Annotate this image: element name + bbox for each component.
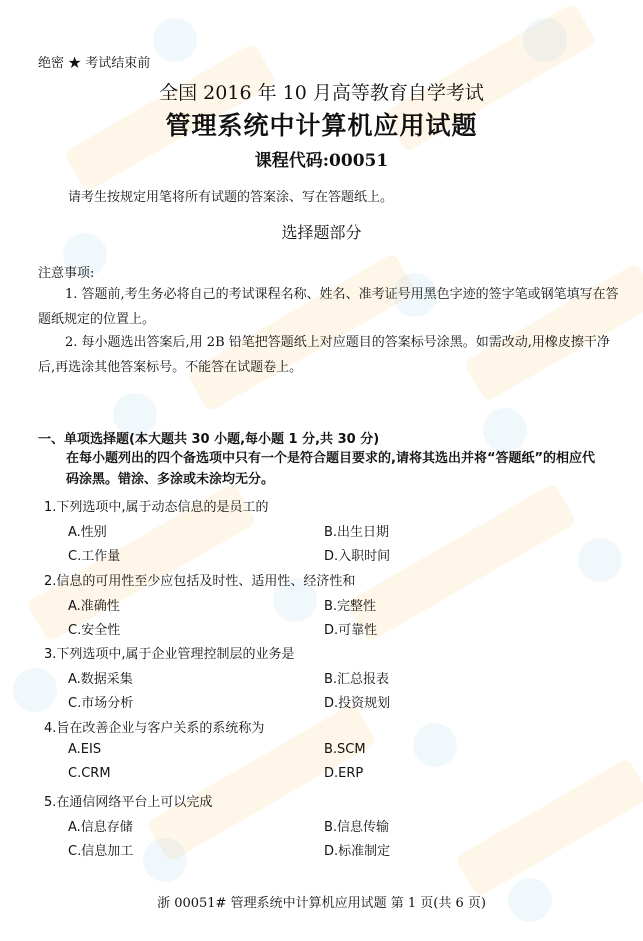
- secrecy-label: 绝密 ★ 考试结束前: [38, 56, 151, 71]
- option: A.数据采集: [68, 672, 133, 687]
- exam-name: 全国 2016 年 10 月高等教育自学考试: [159, 82, 484, 104]
- page-footer: 浙 00051# 管理系统中计算机应用试题 第 1 页(共 6 页): [157, 896, 486, 911]
- option: A.性别: [68, 525, 107, 540]
- option: C.安全性: [68, 623, 121, 638]
- question-stem: 5.在通信网络平台上可以完成: [44, 795, 213, 810]
- note-item: 2. 每小题选出答案后,用 2B 铅笔把答题纸上对应题目的答案标号涂黑。如需改动,用橡皮擦干净后,再选涂其他答案标号。不能答在试题卷上。: [38, 335, 610, 375]
- option: B.SCM: [324, 742, 366, 757]
- question-stem: 3.下列选项中,属于企业管理控制层的业务是: [44, 647, 295, 662]
- course-code: 课程代码:00051: [254, 151, 389, 171]
- option: B.出生日期: [324, 525, 390, 540]
- option: D.入职时间: [324, 549, 391, 564]
- question-stem: 4.旨在改善企业与客户关系的系统称为: [44, 721, 265, 736]
- part-title: 选择题部分: [281, 223, 362, 242]
- option: B.汇总报表: [324, 672, 390, 687]
- option: A.EIS: [68, 742, 102, 757]
- option: A.准确性: [68, 599, 120, 614]
- option: B.完整性: [324, 599, 377, 614]
- option: D.标准制定: [324, 844, 391, 859]
- option: B.信息传输: [324, 820, 390, 835]
- paper-title: 管理系统中计算机应用试题: [165, 111, 478, 140]
- question-stem: 2.信息的可用性至少应包括及时性、适用性、经济性和: [44, 574, 356, 589]
- note-item: 1. 答题前,考生务必将自己的考试课程名称、姓名、准考证号用黑色字迹的签字笔或钢笔填写在答题纸规定的位置上。: [38, 287, 619, 327]
- option: D.投资规划: [324, 696, 391, 711]
- option: C.信息加工: [68, 844, 134, 859]
- option: C.工作量: [68, 549, 121, 564]
- notes-heading: 注意事项:: [38, 266, 95, 281]
- option: C.CRM: [68, 766, 111, 781]
- option: C.市场分析: [68, 696, 134, 711]
- option: D.可靠性: [324, 623, 378, 638]
- section-heading: 一、单项选择题(本大题共 30 小题,每小题 1 分,共 30 分): [38, 432, 380, 447]
- option: D.ERP: [324, 766, 364, 781]
- question-stem: 1.下列选项中,属于动态信息的是员工的: [44, 500, 269, 515]
- section-description: 在每小题列出的四个备选项中只有一个是符合题目要求的,请将其选出并将“答题纸”的相应代码涂黑。错涂、多涂或未涂均无分。: [66, 451, 596, 487]
- option: A.信息存储: [68, 820, 133, 835]
- general-instruction: 请考生按规定用笔将所有试题的答案涂、写在答题纸上。: [68, 190, 394, 205]
